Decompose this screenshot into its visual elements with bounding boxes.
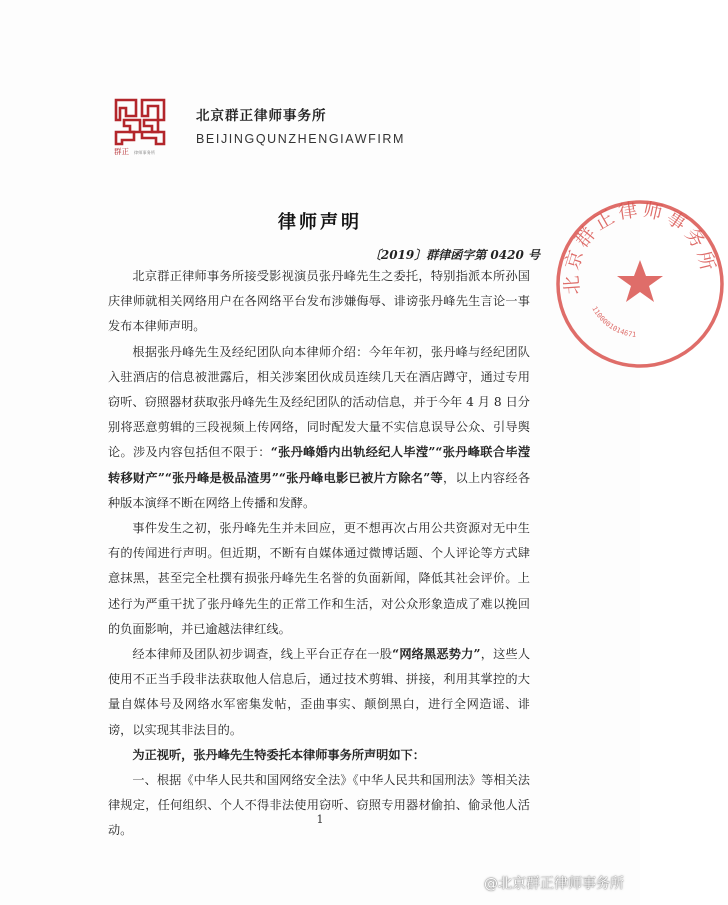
paragraph-2-tail: ，以上内容经各种版本演绎不断在网络上传播和发酵。 <box>108 470 531 510</box>
law-firm-seal <box>552 196 728 372</box>
paragraph-3: 事件发生之初，张丹峰先生并未回应，更不想再次占用公共资源对无中生有的传闻进行声明。但近期，不断有自媒体通过微博话题、个人评论等方式肆意抹黑，甚至完全杜撰有损张丹峰先生名誉的负面新闻，降低其社会评价。上述行为严重干扰了张丹峰先生的正常工作和生活，对公众形象造成了难以挽回的负面影响，并已逾越法律红线。 <box>108 521 530 636</box>
seal-number: 1100001014671 <box>590 305 637 340</box>
seal-text: 北京群正律师事务所 <box>560 198 720 296</box>
paragraph-1: 北京群正律师事务所接受影视演员张丹峰先生之委托，特别指派本所孙国庆律师就相关网络用户在各网络平台发布涉嫌侮辱、诽谤张丹峰先生言论一事发布本律师声明。 <box>108 269 530 334</box>
paragraph-4-tail: ，这些人使用不正当手段非法获取他人信息后，通过技术剪辑、拼接，利用其掌控的大量自媒体号及网络水军密集发帖，歪曲事实、颠倒黑白，进行全网造谣、诽谤，以实现其非法目的。 <box>108 647 531 737</box>
firm-name-cn: 北京群正律师事务所 <box>196 108 327 124</box>
logo-subtext: 律师事务所 <box>134 150 155 155</box>
document-title: 律师声明 <box>278 212 362 233</box>
paragraph-2-text: 根据张丹峰先生及经纪团队向本律师介绍：今年年初，张丹峰与经纪团队入驻酒店的信息被泄露后，相关涉案团伙成员连续几天在酒店蹲守，通过专用窃听、窃照器材获取张丹峰先生及经纪团队的活动信息，并于今年 4 月 8 日分别将恶意剪辑的三段视频上传网络，同时配发大量不实信息误导公众、引导舆论。涉及内容包括但不限于： <box>108 344 530 460</box>
paragraph-4-head: 经本律师及团队初步调查，线上平台正存在一股 <box>132 647 393 662</box>
watermark: @北京群正律师事务所 <box>484 876 624 892</box>
quoted-rumors: “张丹峰婚内出轨经纪人毕滢”“张丹峰联合毕滢转移财产”“张丹峰是极品渣男”“张丹峰电影已被片方除名”等 <box>108 445 531 485</box>
statement-body <box>108 264 530 844</box>
paragraph-2 <box>108 340 530 516</box>
page-number: 1 <box>316 813 324 826</box>
firm-name-en: BEIJINGQUNZHENGIAWFIRM <box>196 132 406 146</box>
paragraph-5: 为正视听，张丹峰先生特委托本律师事务所声明如下： <box>132 747 425 762</box>
paragraph-4 <box>108 642 530 743</box>
paragraph-4-emph: “网络黑恶势力” <box>392 647 481 662</box>
star-icon <box>617 260 663 302</box>
logo-text: 群正 <box>114 147 129 156</box>
reference-number: 〔2019〕群律函字第 0420 号 <box>368 248 540 262</box>
paragraph-6: 一、根据《中华人民共和国网络安全法》《中华人民共和国刑法》等相关法律规定，任何组织、个人不得非法使用窃听、窃照专用器材偷拍、偷录他人活动。 <box>108 773 530 838</box>
firm-logo <box>112 96 168 158</box>
